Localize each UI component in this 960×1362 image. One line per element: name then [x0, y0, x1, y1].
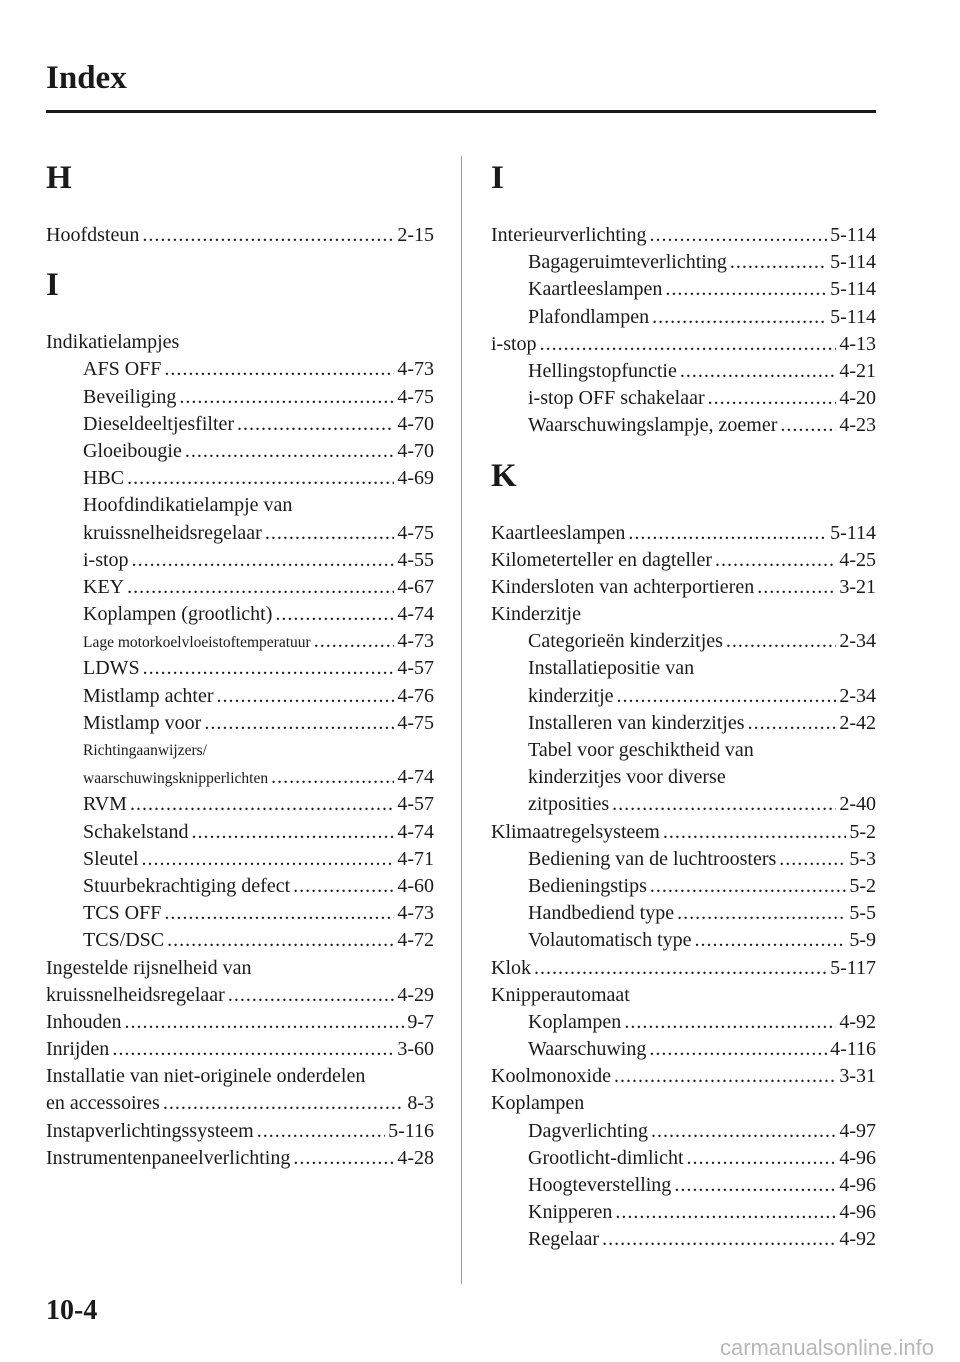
- column-items: [46, 156, 434, 1172]
- entry-label: Bagageruimteverlichting: [528, 251, 727, 274]
- entry-page-ref: 5-9: [849, 929, 876, 952]
- index-entry: [491, 737, 876, 764]
- index-entry: [491, 249, 876, 276]
- index-entry: [491, 1063, 876, 1090]
- entry-label: Gloeibougie: [83, 439, 182, 462]
- dot-leader: [130, 791, 394, 818]
- entry-page-ref: 5-114: [830, 521, 876, 544]
- dot-leader: [293, 1145, 394, 1172]
- entry-label: Koplampen: [491, 1092, 585, 1115]
- index-entry: [46, 1090, 434, 1117]
- entry-label: kinderzitjes voor diverse: [528, 766, 726, 789]
- dot-leader: [663, 819, 847, 846]
- dot-leader: [185, 438, 394, 465]
- entry-page-ref: 4-73: [397, 630, 434, 653]
- dot-leader: [757, 574, 836, 601]
- index-entry: [491, 1172, 876, 1199]
- dot-leader: [534, 955, 827, 982]
- dot-leader: [665, 276, 827, 303]
- dot-leader: [265, 520, 395, 547]
- index-entry: [46, 764, 434, 791]
- index-entry: [491, 574, 876, 601]
- entry-page-ref: 3-21: [839, 575, 876, 598]
- index-entry: [46, 683, 434, 710]
- entry-page-ref: 4-69: [397, 467, 434, 490]
- entry-page-ref: 4-92: [839, 1010, 876, 1033]
- dot-leader: [164, 356, 394, 383]
- dot-leader: [179, 384, 394, 411]
- entry-label: Hellingstopfunctie: [528, 359, 677, 382]
- entry-page-ref: 5-114: [830, 278, 876, 301]
- entry-page-ref: 4-96: [839, 1174, 876, 1196]
- index-entry: [491, 1199, 876, 1226]
- index-entry: [491, 982, 876, 1009]
- dot-leader: [228, 982, 395, 1009]
- index-entry: [491, 710, 876, 737]
- page-title: Index: [46, 60, 127, 96]
- entry-label: Mistlamp achter: [83, 684, 214, 707]
- entry-label: Ingestelde rijsnelheid van: [46, 956, 252, 979]
- dot-leader: [780, 412, 836, 439]
- column-items: [491, 156, 876, 1254]
- entry-page-ref: 4-75: [397, 385, 434, 408]
- entry-label: Indikatielampjes: [46, 331, 180, 354]
- entry-label: RVM: [83, 793, 127, 816]
- index-entry: [46, 1063, 434, 1090]
- index-entry: [46, 574, 434, 601]
- entry-page-ref: 4-116: [830, 1038, 876, 1061]
- index-entry: [491, 819, 876, 846]
- entry-label: Mistlamp voor: [83, 711, 202, 734]
- index-entry: [46, 655, 434, 682]
- entry-label: Tabel voor geschiktheid van: [528, 739, 754, 761]
- dot-leader: [612, 791, 836, 818]
- entry-label: Hoofdsteun: [46, 224, 140, 246]
- dot-leader: [127, 574, 394, 601]
- entry-label: KEY: [83, 575, 125, 598]
- dot-leader: [695, 927, 847, 954]
- index-entry: [491, 683, 876, 710]
- entry-page-ref: 5-116: [388, 1119, 434, 1142]
- entry-label: TCS/DSC: [83, 929, 165, 952]
- entry-label: Instrumentenpaneelverlichting: [46, 1146, 291, 1169]
- dot-leader: [677, 900, 846, 927]
- entry-page-ref: 4-71: [397, 847, 434, 870]
- dot-leader: [726, 628, 836, 655]
- entry-label: Hoogteverstelling: [528, 1174, 672, 1196]
- entry-label: Bediening van de luchtroosters: [528, 847, 777, 870]
- entry-label: LDWS: [83, 657, 140, 680]
- dot-leader: [687, 1145, 837, 1172]
- entry-label: waarschuwingsknipperlichten: [83, 770, 269, 788]
- index-entry: [46, 791, 434, 818]
- entry-label: Klimaatregelsysteem: [491, 820, 660, 843]
- index-entry: [491, 1009, 876, 1036]
- entry-label: Instapverlichtingssysteem: [46, 1119, 254, 1142]
- entry-label: Sleutel: [83, 847, 139, 870]
- entry-page-ref: 4-92: [839, 1228, 876, 1251]
- entry-page-ref: 5-2: [849, 874, 876, 897]
- dot-leader: [624, 1009, 836, 1036]
- entry-label: kruissnelheidsregelaar: [83, 521, 262, 544]
- index-entry: [491, 900, 876, 927]
- dot-leader: [132, 547, 395, 574]
- entry-page-ref: 8-3: [407, 1092, 434, 1115]
- entry-label: Kaartleeslampen: [491, 521, 626, 544]
- dot-leader: [614, 1063, 836, 1090]
- entry-page-ref: 5-2: [849, 820, 876, 843]
- entry-label: Waarschuwingslampje, zoemer: [528, 414, 778, 437]
- dot-leader: [650, 222, 828, 249]
- index-entry: [491, 655, 876, 682]
- entry-page-ref: 4-57: [397, 793, 434, 816]
- index-entry: [46, 438, 434, 465]
- entry-page-ref: 3-60: [397, 1038, 434, 1061]
- dot-leader: [715, 547, 836, 574]
- index-entry: [46, 1145, 434, 1172]
- entry-label: Koplampen: [528, 1010, 622, 1033]
- entry-label: Dagverlichting: [528, 1119, 648, 1142]
- entry-label: i-stop: [491, 332, 537, 355]
- dot-leader: [125, 1009, 405, 1036]
- dot-leader: [748, 710, 837, 737]
- dot-leader: [167, 927, 394, 954]
- index-entry: [491, 791, 876, 818]
- index-entry: [46, 1009, 434, 1036]
- dot-leader: [142, 846, 395, 873]
- entry-page-ref: 4-74: [397, 766, 434, 789]
- dot-leader: [649, 1036, 827, 1063]
- entry-label: Kindersloten van achterportieren: [491, 575, 755, 598]
- entry-label: AFS OFF: [83, 358, 162, 381]
- dot-leader: [275, 601, 394, 628]
- index-entry: [491, 412, 876, 439]
- entry-label: TCS OFF: [83, 902, 162, 925]
- dot-leader: [112, 1036, 394, 1063]
- entry-label: Dieseldeeltjesfilter: [83, 412, 235, 435]
- dot-leader: [314, 628, 395, 655]
- dot-leader: [617, 683, 837, 710]
- index-entry: [491, 331, 876, 358]
- entry-label: Interieurverlichting: [491, 224, 647, 246]
- entry-page-ref: 4-96: [839, 1146, 876, 1169]
- entry-page-ref: 5-114: [830, 224, 876, 246]
- entry-label: Plafondlampen: [528, 305, 650, 328]
- dot-leader: [237, 411, 394, 438]
- watermark: carmanualsonline.info: [719, 1335, 934, 1360]
- entry-page-ref: 4-13: [839, 332, 876, 355]
- dot-leader: [143, 655, 395, 682]
- entry-page-ref: 4-23: [839, 414, 876, 437]
- entry-label: Inhouden: [46, 1010, 122, 1033]
- index-entry: [491, 1145, 876, 1172]
- entry-label: kruissnelheidsregelaar: [46, 983, 225, 1006]
- entry-page-ref: 2-42: [839, 711, 876, 734]
- section-letter: H: [46, 160, 72, 196]
- index-entry: [46, 520, 434, 547]
- index-entry: [491, 955, 876, 982]
- entry-label: Knipperautomaat: [491, 983, 630, 1006]
- entry-label: Bedieningstips: [528, 874, 647, 897]
- entry-page-ref: 3-31: [839, 1065, 876, 1088]
- entry-label: Schakelstand: [83, 820, 189, 843]
- entry-page-ref: 4-74: [397, 820, 434, 843]
- entry-page-ref: 5-3: [849, 847, 876, 870]
- index-entry: [491, 547, 876, 574]
- entry-page-ref: 4-97: [839, 1119, 876, 1142]
- index-entry: [46, 927, 434, 954]
- index-entry: [491, 304, 876, 331]
- dot-leader: [674, 1172, 836, 1199]
- dot-leader: [164, 900, 394, 927]
- entry-label: Klok: [491, 956, 531, 979]
- entry-page-ref: 4-25: [839, 548, 876, 571]
- entry-label: Knipperen: [528, 1201, 613, 1224]
- dot-leader: [652, 304, 827, 331]
- index-entry: [491, 358, 876, 385]
- entry-label: Kaartleeslampen: [528, 278, 663, 301]
- dot-leader: [192, 819, 395, 846]
- index-entry: [46, 329, 434, 356]
- entry-label: Inrijden: [46, 1038, 110, 1061]
- entry-page-ref: 4-60: [397, 874, 434, 897]
- index-entry: [46, 384, 434, 411]
- entry-page-ref: 4-29: [397, 983, 434, 1006]
- section-letter: I: [46, 267, 59, 304]
- entry-label: i-stop: [83, 548, 129, 571]
- dot-leader: [163, 1090, 405, 1117]
- entry-label: Waarschuwing: [528, 1038, 647, 1061]
- index-entry: [46, 628, 434, 655]
- index-entry: [46, 356, 434, 383]
- dot-leader: [293, 873, 394, 900]
- entry-label: Volautomatisch type: [528, 929, 692, 952]
- index-column-left: [46, 156, 434, 1172]
- index-entry: [491, 385, 876, 412]
- entry-label: Richtingaanwijzers/: [83, 742, 207, 759]
- entry-page-ref: 9-7: [407, 1010, 434, 1033]
- dot-leader: [628, 520, 827, 547]
- index-column-right: [491, 156, 876, 1254]
- entry-page-ref: 5-5: [849, 902, 876, 925]
- dot-leader: [615, 1199, 836, 1226]
- entry-page-ref: 4-73: [397, 902, 434, 925]
- index-entry: [491, 873, 876, 900]
- index-entry: [491, 927, 876, 954]
- index-entry: [46, 465, 434, 492]
- entry-label: Beveiliging: [83, 385, 177, 408]
- dot-leader: [204, 710, 394, 737]
- page-number: 10-4: [46, 1295, 98, 1326]
- entry-label: Koplampen (grootlicht): [83, 603, 273, 626]
- index-entry: [46, 737, 434, 764]
- dot-leader: [127, 465, 394, 492]
- entry-page-ref: 4-96: [839, 1201, 876, 1224]
- index-entry: [491, 846, 876, 873]
- entry-label: Installatiepositie van: [528, 657, 695, 680]
- entry-page-ref: 4-21: [839, 359, 876, 382]
- index-entry: [46, 222, 434, 249]
- entry-page-ref: 4-70: [397, 412, 434, 435]
- entry-label: Installatie van niet-originele onderdelen: [46, 1065, 366, 1088]
- dot-leader: [540, 331, 837, 358]
- entry-page-ref: 4-28: [397, 1146, 434, 1169]
- entry-page-ref: 4-57: [397, 657, 434, 680]
- entry-page-ref: 4-67: [397, 575, 434, 598]
- entry-page-ref: 5-114: [830, 305, 876, 328]
- entry-label: Hoofdindikatielampje van: [83, 494, 293, 517]
- index-entry: [46, 873, 434, 900]
- index-entry: [491, 1090, 876, 1117]
- dot-leader: [651, 1118, 836, 1145]
- entry-page-ref: 5-114: [830, 251, 876, 274]
- dot-leader: [779, 846, 846, 873]
- index-entry: [46, 492, 434, 519]
- entry-label: Kilometerteller en dagteller: [491, 548, 713, 571]
- entry-label: kinderzitje: [528, 684, 614, 707]
- dot-leader: [650, 873, 846, 900]
- dot-leader: [257, 1118, 385, 1145]
- entry-page-ref: 4-55: [397, 548, 434, 571]
- entry-label: Regelaar: [528, 1228, 600, 1251]
- entry-label: Grootlicht-dimlicht: [528, 1146, 684, 1169]
- dot-leader: [217, 683, 395, 710]
- index-entry: [46, 982, 434, 1009]
- index-entry: [491, 1036, 876, 1063]
- entry-label: Lage motorkoelvloeistoftemperatuur: [83, 634, 311, 652]
- entry-label: Kinderzitje: [491, 603, 581, 626]
- entry-label: Koolmonoxide: [491, 1065, 611, 1088]
- index-entry: [46, 547, 434, 574]
- index-entry: [46, 710, 434, 737]
- dot-leader: [730, 249, 827, 276]
- index-entry: [491, 1226, 876, 1253]
- dot-leader: [271, 764, 394, 791]
- entry-page-ref: 4-73: [397, 358, 434, 381]
- index-entry: [46, 955, 434, 982]
- index-entry: [46, 819, 434, 846]
- index-entry: [491, 628, 876, 655]
- entry-page-ref: 4-74: [397, 603, 434, 626]
- entry-label: Stuurbekrachtiging defect: [83, 874, 291, 897]
- dot-leader: [680, 358, 836, 385]
- entry-page-ref: 2-15: [397, 224, 434, 246]
- entry-page-ref: 4-76: [397, 684, 434, 707]
- entry-page-ref: 4-20: [839, 387, 876, 410]
- entry-page-ref: 4-75: [397, 711, 434, 734]
- index-entry: [491, 764, 876, 791]
- entry-page-ref: 5-117: [830, 956, 876, 979]
- index-entry: [46, 1036, 434, 1063]
- header-rule: [46, 110, 876, 113]
- index-entry: [491, 276, 876, 303]
- entry-label: zitposities: [528, 793, 610, 816]
- entry-page-ref: 2-34: [839, 630, 876, 653]
- entry-page-ref: 2-40: [839, 793, 876, 816]
- column-divider: [461, 156, 462, 1284]
- section-letter: I: [491, 160, 504, 196]
- dot-leader: [708, 385, 837, 412]
- index-entry: [491, 222, 876, 249]
- entry-page-ref: 4-72: [397, 929, 434, 952]
- entry-label: Handbediend type: [528, 902, 675, 925]
- index-entry: [46, 846, 434, 873]
- index-entry: [491, 1118, 876, 1145]
- entry-page-ref: 4-75: [397, 521, 434, 544]
- index-entry: [46, 601, 434, 628]
- index-entry: [46, 900, 434, 927]
- index-entry: [491, 601, 876, 628]
- entry-label: en accessoires: [46, 1092, 160, 1115]
- section-letter: K: [491, 457, 517, 494]
- dot-leader: [602, 1226, 836, 1253]
- index-entry: [491, 520, 876, 547]
- entry-label: Categorieën kinderzitjes: [528, 630, 723, 653]
- entry-page-ref: 4-70: [397, 439, 434, 462]
- dot-leader: [142, 222, 394, 249]
- index-entry: [46, 1118, 434, 1145]
- entry-label: HBC: [83, 467, 125, 490]
- index-entry: [46, 411, 434, 438]
- entry-label: i-stop OFF schakelaar: [528, 387, 705, 410]
- entry-label: Installeren van kinderzitjes: [528, 711, 745, 734]
- entry-page-ref: 2-34: [839, 684, 876, 707]
